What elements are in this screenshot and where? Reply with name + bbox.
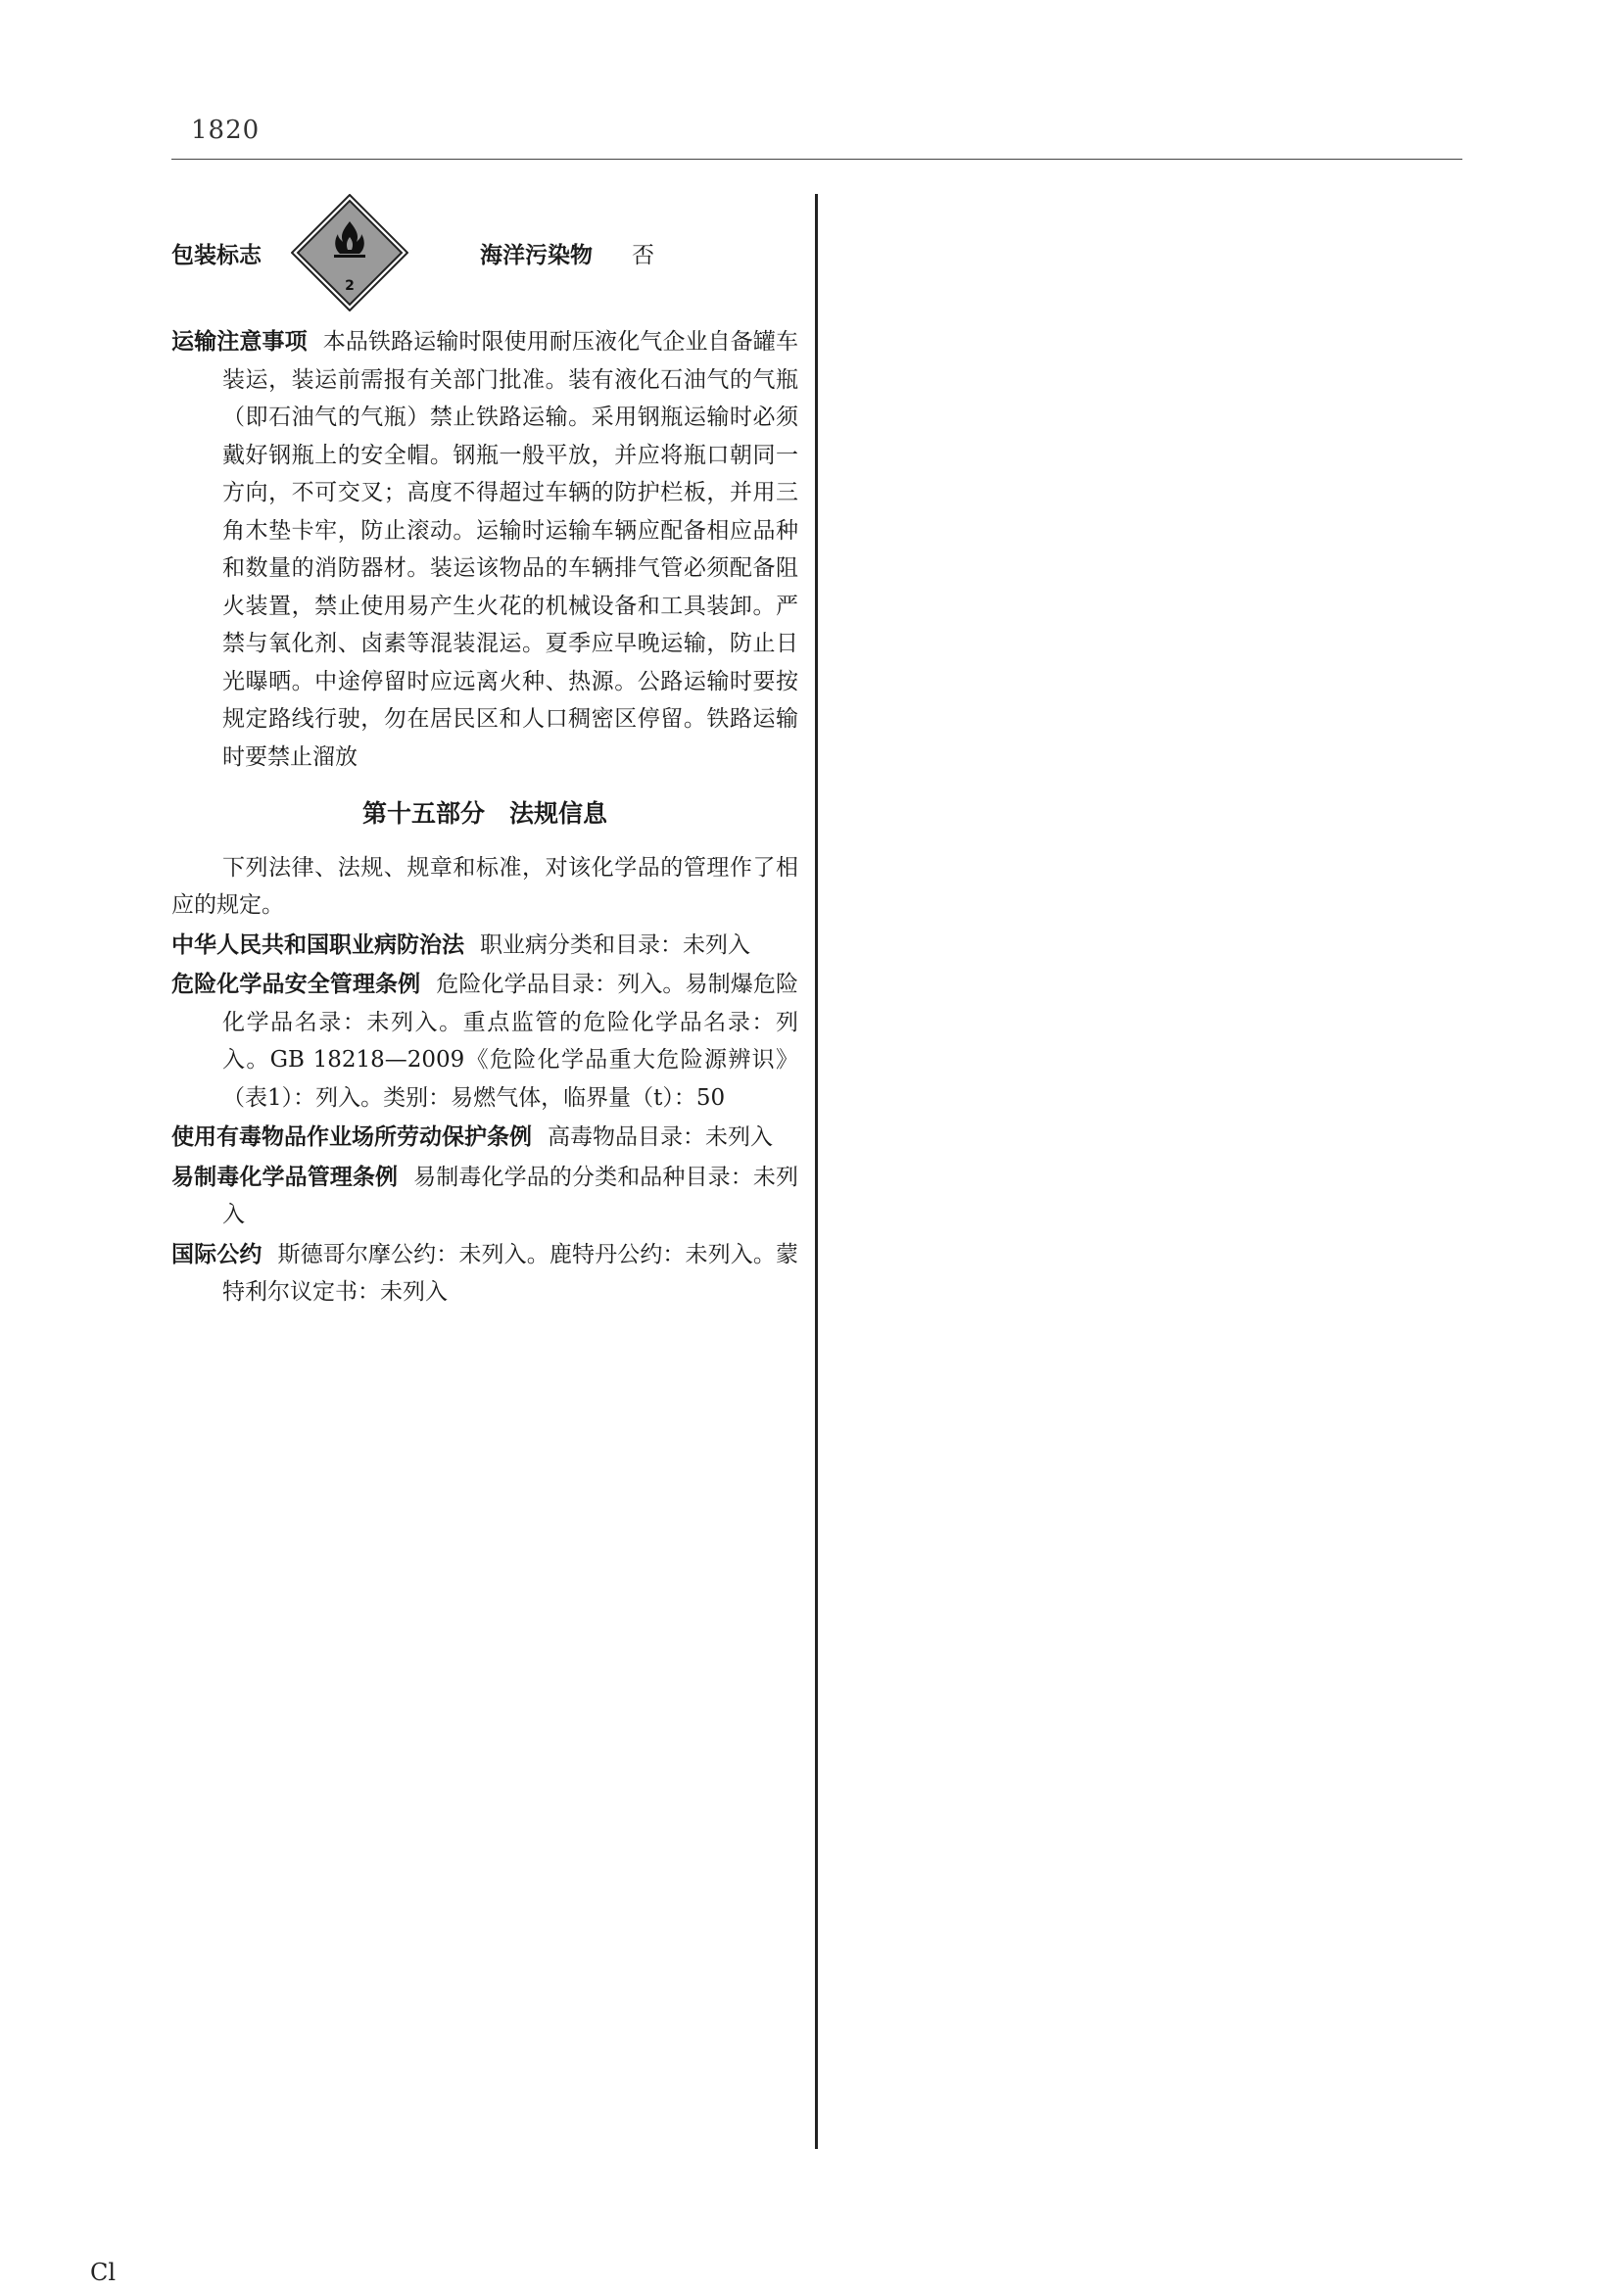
hazard-class-number: 2 xyxy=(345,278,355,294)
regulation-term: 国际公约 xyxy=(171,1241,263,1267)
flammable-gas-hazard-icon xyxy=(291,194,408,311)
page-number: 1820 xyxy=(191,116,261,145)
column-divider xyxy=(815,194,818,2149)
regulation-term: 中华人民共和国职业病防治法 xyxy=(171,931,464,958)
regulation-text: 高毒物品目录：未列入 xyxy=(548,1124,773,1150)
regulation-text: 危险化学品目录：列入。易制爆危险化学品名录：未列入。重点监管的危险化学品名录：列入。GB 18218—2009《危险化学品重大危险源辨识》（表1）：列入。类别：易燃气体，临界量（t）：50 xyxy=(222,972,799,1111)
left-column xyxy=(171,194,798,1313)
section-15-intro: 下列法律、法规、规章和标准，对该化学品的管理作了相应的规定。 xyxy=(171,854,798,918)
transport-notes-text: 本品铁路运输时限使用耐压液化气企业自备罐车装运，装运前需报有关部门批准。装有液化石油气的气瓶（即石油气的气瓶）禁止铁路运输。采用钢瓶运输时必须戴好钢瓶上的安全帽。钢瓶一般平放，并应将瓶口朝同一方向，不可交叉；高度不得超过车辆的防护栏板，并用三角木垫卡牢，防止滚动。运输时运输车辆应配备相应品种和数量的消防器材。装运该物品的车辆排气管必须配备阻火装置，禁止使用易产生火花的机械设备和工具装卸。严禁与氧化剂、卤素等混装混运。夏季应早晚运输，防止日光曝晒。中途停留时应远离火种、热源。公路运输时要按规定路线行驶，勿在居民区和人口稠密区停留。铁路运输时要禁止溜放 xyxy=(222,329,799,770)
header-rule xyxy=(171,159,1462,160)
marine-pollutant-label: 海洋污染物 xyxy=(480,243,593,268)
regulation-term: 危险化学品安全管理条例 xyxy=(171,972,421,997)
regulation-term: 易制毒化学品管理条例 xyxy=(171,1164,399,1190)
regulation-text: 易制毒化学品的分类和品种目录：未列入 xyxy=(222,1164,799,1227)
section-15-heading: 第十五部分 法规信息 xyxy=(361,799,607,828)
packaging-label: 包装标志 xyxy=(171,243,262,268)
packaging-row xyxy=(171,194,798,323)
regulation-entry xyxy=(171,1119,798,1157)
regulation-entry xyxy=(171,966,798,1117)
regulation-term: 使用有毒物品作业场所劳动保护条例 xyxy=(171,1124,532,1150)
transport-notes-term: 运输注意事项 xyxy=(171,329,308,355)
footer-mark: Cl xyxy=(90,2259,117,2286)
marine-pollutant-value: 否 xyxy=(632,243,654,268)
regulation-entry xyxy=(171,1236,798,1312)
regulation-entry xyxy=(171,927,798,965)
regulation-entry xyxy=(171,1159,798,1234)
transport-notes xyxy=(171,323,798,776)
regulation-text: 职业病分类和目录：未列入 xyxy=(480,931,750,958)
regulation-text: 斯德哥尔摩公约：未列入。鹿特丹公约：未列入。蒙特利尔议定书：未列入 xyxy=(222,1241,799,1305)
